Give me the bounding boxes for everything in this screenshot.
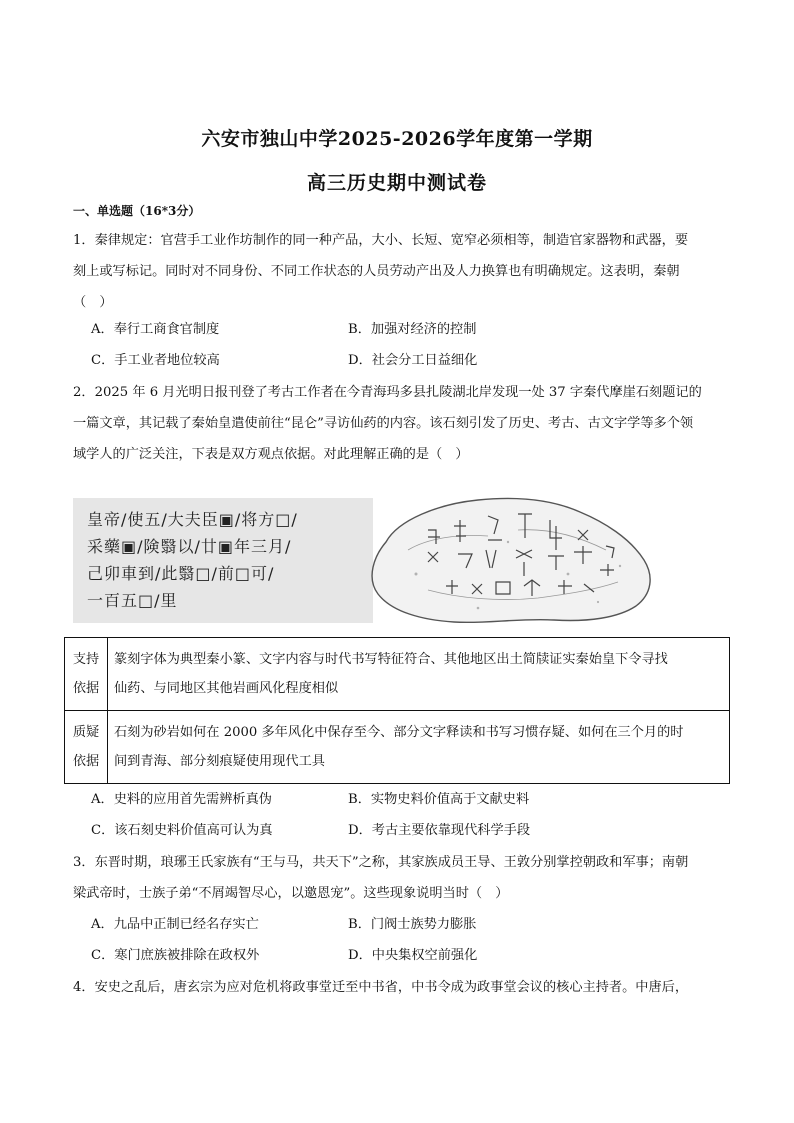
rock-carving-image [368, 490, 658, 630]
question-2-stem-line-2: 一篇文章，其记载了秦始皇遣使前往“昆仑”寻访仙药的内容。该石刻引发了历史、考古、古文字学等多个领 [73, 416, 694, 431]
doubt-header-line: 质疑 [72, 725, 100, 740]
table-row [65, 638, 730, 711]
question-2-option-b[interactable]: B．实物史料价值高于文献史料 [348, 792, 530, 807]
question-3-option-b[interactable]: B．门阀士族势力膨胀 [348, 917, 477, 932]
doubt-content-cell [108, 711, 730, 784]
inscription-line: 一百五□/里 [87, 591, 178, 610]
table-row [65, 711, 730, 784]
question-2-stem-line-1: 2．2025 年 6 月光明日报刊登了考古工作者在今青海玛多县扎陵湖北岸发现一处 37 字秦代摩崖石刻题记的 [73, 385, 702, 400]
inscription-line: 皇帝/使五/大夫臣▣/将方□/ [87, 510, 298, 529]
question-3-stem-line-1: 3．东晋时期，琅琊王氏家族有“王与马，共天下”之称，其家族成员王导、王敦分别掌控朝政和军事；南朝 [73, 855, 689, 870]
support-header-cell [65, 638, 108, 711]
question-2-stem-line-3: 域学人的广泛关注，下表是双方观点依据。对此理解正确的是（ ） [73, 447, 469, 462]
question-4-stem-line-1: 4．安史之乱后，唐玄宗为应对危机将政事堂迁至中书省，中书令成为政事堂会议的核心主持者。中唐后， [73, 980, 689, 995]
inscription-line: 采藥▣/険翳以/廿▣年三月/ [87, 537, 292, 556]
question-2-option-a[interactable]: A．史料的应用首先需辨析真伪 [91, 792, 272, 807]
question-1-stem-line-1: 1．秦律规定：官营手工业作坊制作的同一种产品，大小、长短、宽窄必须相等，制造官家器物和武器，要 [73, 233, 689, 248]
question-1-option-d[interactable]: D．社会分工日益细化 [348, 353, 478, 368]
doubt-content-line: 间到青海、部分刻痕疑使用现代工具 [114, 754, 325, 769]
question-3-option-d[interactable]: D．中央集权空前强化 [348, 948, 478, 963]
exam-subtitle: 高三历史期中测试卷 [306, 172, 487, 194]
support-header-line: 支持 [72, 652, 100, 667]
doubt-content-line: 石刻为砂岩如何在 2000 多年风化中保存至今、部分文字释读和书写习惯存疑、如何在三个月的时 [114, 725, 684, 740]
support-content-cell [108, 638, 730, 711]
question-3-stem-line-2: 梁武帝时，士族子弟“不屑竭智尽心，以邀恩宠”。这些现象说明当时（ ） [73, 886, 509, 901]
question-1-stem-line-3: （ ） [73, 295, 113, 310]
section-heading: 一、单选题（16*3分） [73, 204, 201, 218]
inscription-figure [73, 490, 658, 630]
evidence-table [64, 637, 730, 784]
question-1-option-b[interactable]: B．加强对经济的控制 [348, 322, 477, 337]
support-header-line: 依据 [72, 681, 100, 696]
support-content-line: 篆刻字体为典型秦小篆、文字内容与时代书写特征符合、其他地区出土简牍证实秦始皇下令寻找 [114, 652, 668, 667]
question-1-option-c[interactable]: C．手工业者地位较高 [91, 353, 220, 368]
support-content-line: 仙药、与同地区其他岩画风化程度相似 [114, 681, 339, 696]
question-2-option-c[interactable]: C．该石刻史料价值高可认为真 [91, 823, 273, 838]
inscription-line: 己卯車到/此翳□/前□可/ [87, 564, 275, 583]
question-2-option-d[interactable]: D．考古主要依靠现代科学手段 [348, 823, 531, 838]
doubt-header-line: 依据 [72, 754, 100, 769]
question-3-option-c[interactable]: C．寒门庶族被排除在政权外 [91, 948, 260, 963]
question-1-stem-line-2: 刻上或写标记。同时对不同身份、不同工作状态的人员劳动产出及人力换算也有明确规定。这表明，秦朝 [73, 264, 680, 279]
question-1-option-a[interactable]: A．奉行工商食官制度 [91, 322, 220, 337]
doubt-header-cell [65, 711, 108, 784]
question-3-option-a[interactable]: A．九品中正制已经名存实亡 [91, 917, 259, 932]
inscription-transcription [73, 498, 373, 623]
exam-title: 六安市独山中学2025-2026学年度第一学期 [201, 128, 593, 150]
